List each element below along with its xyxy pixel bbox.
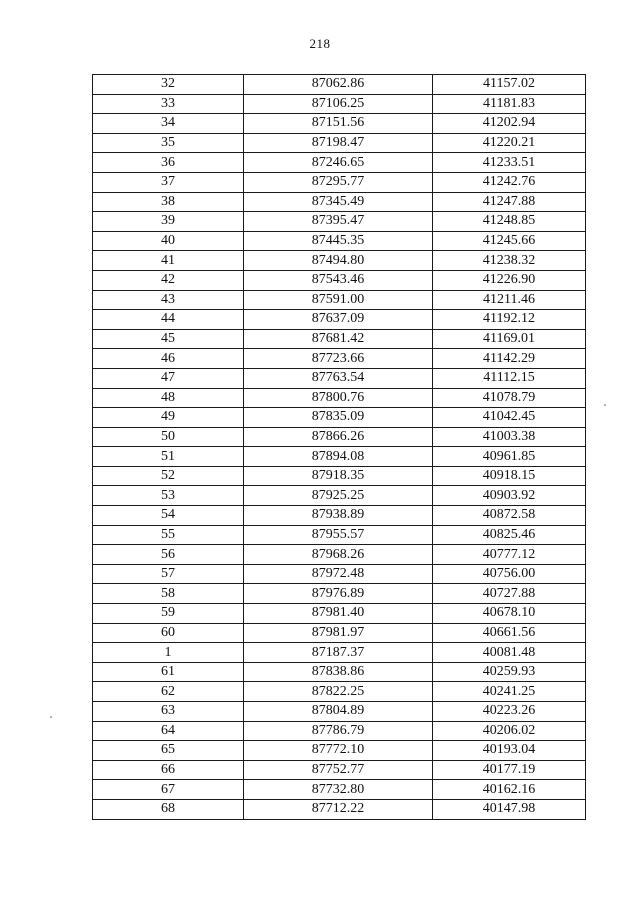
point-number-cell: 33 bbox=[93, 94, 244, 114]
point-number-cell: 32 bbox=[93, 75, 244, 95]
table-row bbox=[93, 349, 586, 369]
table-row bbox=[93, 114, 586, 134]
point-number-cell: 40 bbox=[93, 231, 244, 251]
x-coordinate-cell: 87637.09 bbox=[244, 310, 433, 330]
table-row bbox=[93, 251, 586, 271]
point-number-cell: 43 bbox=[93, 290, 244, 310]
point-number-cell: 58 bbox=[93, 584, 244, 604]
table-row bbox=[93, 545, 586, 565]
x-coordinate-cell: 87938.89 bbox=[244, 506, 433, 526]
table-row bbox=[93, 408, 586, 428]
table-row bbox=[93, 506, 586, 526]
table-row bbox=[93, 231, 586, 251]
x-coordinate-cell: 87712.22 bbox=[244, 799, 433, 819]
table-row bbox=[93, 486, 586, 506]
table-row bbox=[93, 584, 586, 604]
x-coordinate-cell: 87187.37 bbox=[244, 643, 433, 663]
y-coordinate-cell: 41238.32 bbox=[433, 251, 586, 271]
y-coordinate-cell: 41078.79 bbox=[433, 388, 586, 408]
x-coordinate-cell: 87295.77 bbox=[244, 172, 433, 192]
point-number-cell: 55 bbox=[93, 525, 244, 545]
y-coordinate-cell: 41233.51 bbox=[433, 153, 586, 173]
table-row bbox=[93, 682, 586, 702]
x-coordinate-cell: 87345.49 bbox=[244, 192, 433, 212]
point-number-cell: 54 bbox=[93, 506, 244, 526]
table-row bbox=[93, 643, 586, 663]
point-number-cell: 46 bbox=[93, 349, 244, 369]
point-number-cell: 61 bbox=[93, 662, 244, 682]
x-coordinate-cell: 87894.08 bbox=[244, 447, 433, 467]
table-row bbox=[93, 702, 586, 722]
x-coordinate-cell: 87981.40 bbox=[244, 604, 433, 624]
y-coordinate-cell: 41248.85 bbox=[433, 212, 586, 232]
point-number-cell: 1 bbox=[93, 643, 244, 663]
point-number-cell: 64 bbox=[93, 721, 244, 741]
y-coordinate-cell: 40162.16 bbox=[433, 780, 586, 800]
y-coordinate-cell: 40961.85 bbox=[433, 447, 586, 467]
point-number-cell: 49 bbox=[93, 408, 244, 428]
x-coordinate-cell: 87591.00 bbox=[244, 290, 433, 310]
point-number-cell: 36 bbox=[93, 153, 244, 173]
table-row bbox=[93, 760, 586, 780]
point-number-cell: 67 bbox=[93, 780, 244, 800]
y-coordinate-cell: 40223.26 bbox=[433, 702, 586, 722]
x-coordinate-cell: 87804.89 bbox=[244, 702, 433, 722]
table-row bbox=[93, 212, 586, 232]
point-number-cell: 50 bbox=[93, 427, 244, 447]
x-coordinate-cell: 87800.76 bbox=[244, 388, 433, 408]
y-coordinate-cell: 40678.10 bbox=[433, 604, 586, 624]
table-row bbox=[93, 388, 586, 408]
point-number-cell: 68 bbox=[93, 799, 244, 819]
table-row bbox=[93, 623, 586, 643]
table-row bbox=[93, 466, 586, 486]
table-row bbox=[93, 604, 586, 624]
y-coordinate-cell: 41202.94 bbox=[433, 114, 586, 134]
x-coordinate-cell: 87106.25 bbox=[244, 94, 433, 114]
point-number-cell: 45 bbox=[93, 329, 244, 349]
table-row bbox=[93, 662, 586, 682]
y-coordinate-cell: 40727.88 bbox=[433, 584, 586, 604]
point-number-cell: 60 bbox=[93, 623, 244, 643]
y-coordinate-cell: 40177.19 bbox=[433, 760, 586, 780]
table-row bbox=[93, 290, 586, 310]
x-coordinate-cell: 87786.79 bbox=[244, 721, 433, 741]
x-coordinate-cell: 87494.80 bbox=[244, 251, 433, 271]
y-coordinate-cell: 41112.15 bbox=[433, 368, 586, 388]
x-coordinate-cell: 87062.86 bbox=[244, 75, 433, 95]
table-row bbox=[93, 94, 586, 114]
point-number-cell: 51 bbox=[93, 447, 244, 467]
table-row bbox=[93, 329, 586, 349]
x-coordinate-cell: 87866.26 bbox=[244, 427, 433, 447]
y-coordinate-cell: 40259.93 bbox=[433, 662, 586, 682]
x-coordinate-cell: 87981.97 bbox=[244, 623, 433, 643]
x-coordinate-cell: 87681.42 bbox=[244, 329, 433, 349]
scan-speck bbox=[604, 404, 606, 406]
point-number-cell: 42 bbox=[93, 270, 244, 290]
coordinates-table-body bbox=[93, 75, 586, 820]
x-coordinate-cell: 87968.26 bbox=[244, 545, 433, 565]
x-coordinate-cell: 87822.25 bbox=[244, 682, 433, 702]
x-coordinate-cell: 87972.48 bbox=[244, 564, 433, 584]
x-coordinate-cell: 87925.25 bbox=[244, 486, 433, 506]
table-row bbox=[93, 780, 586, 800]
point-number-cell: 44 bbox=[93, 310, 244, 330]
y-coordinate-cell: 41211.46 bbox=[433, 290, 586, 310]
y-coordinate-cell: 40756.00 bbox=[433, 564, 586, 584]
x-coordinate-cell: 87246.65 bbox=[244, 153, 433, 173]
table-row bbox=[93, 270, 586, 290]
table-row bbox=[93, 721, 586, 741]
point-number-cell: 38 bbox=[93, 192, 244, 212]
point-number-cell: 59 bbox=[93, 604, 244, 624]
y-coordinate-cell: 41157.02 bbox=[433, 75, 586, 95]
y-coordinate-cell: 40193.04 bbox=[433, 741, 586, 761]
x-coordinate-cell: 87198.47 bbox=[244, 133, 433, 153]
point-number-cell: 63 bbox=[93, 702, 244, 722]
y-coordinate-cell: 41181.83 bbox=[433, 94, 586, 114]
y-coordinate-cell: 40825.46 bbox=[433, 525, 586, 545]
coordinates-table bbox=[92, 74, 586, 820]
x-coordinate-cell: 87772.10 bbox=[244, 741, 433, 761]
y-coordinate-cell: 41042.45 bbox=[433, 408, 586, 428]
x-coordinate-cell: 87976.89 bbox=[244, 584, 433, 604]
point-number-cell: 66 bbox=[93, 760, 244, 780]
table-row bbox=[93, 310, 586, 330]
x-coordinate-cell: 87838.86 bbox=[244, 662, 433, 682]
y-coordinate-cell: 41220.21 bbox=[433, 133, 586, 153]
point-number-cell: 65 bbox=[93, 741, 244, 761]
point-number-cell: 53 bbox=[93, 486, 244, 506]
x-coordinate-cell: 87918.35 bbox=[244, 466, 433, 486]
x-coordinate-cell: 87752.77 bbox=[244, 760, 433, 780]
y-coordinate-cell: 41142.29 bbox=[433, 349, 586, 369]
point-number-cell: 41 bbox=[93, 251, 244, 271]
table-row bbox=[93, 133, 586, 153]
y-coordinate-cell: 40206.02 bbox=[433, 721, 586, 741]
y-coordinate-cell: 41242.76 bbox=[433, 172, 586, 192]
y-coordinate-cell: 40777.12 bbox=[433, 545, 586, 565]
y-coordinate-cell: 41245.66 bbox=[433, 231, 586, 251]
y-coordinate-cell: 40241.25 bbox=[433, 682, 586, 702]
y-coordinate-cell: 41003.38 bbox=[433, 427, 586, 447]
table-row bbox=[93, 192, 586, 212]
x-coordinate-cell: 87395.47 bbox=[244, 212, 433, 232]
x-coordinate-cell: 87445.35 bbox=[244, 231, 433, 251]
y-coordinate-cell: 41169.01 bbox=[433, 329, 586, 349]
y-coordinate-cell: 40081.48 bbox=[433, 643, 586, 663]
table-row bbox=[93, 525, 586, 545]
point-number-cell: 47 bbox=[93, 368, 244, 388]
point-number-cell: 56 bbox=[93, 545, 244, 565]
y-coordinate-cell: 40661.56 bbox=[433, 623, 586, 643]
y-coordinate-cell: 40147.98 bbox=[433, 799, 586, 819]
table-row bbox=[93, 564, 586, 584]
table-row bbox=[93, 368, 586, 388]
x-coordinate-cell: 87723.66 bbox=[244, 349, 433, 369]
table-row bbox=[93, 799, 586, 819]
y-coordinate-cell: 41247.88 bbox=[433, 192, 586, 212]
table-row bbox=[93, 153, 586, 173]
y-coordinate-cell: 40872.58 bbox=[433, 506, 586, 526]
point-number-cell: 57 bbox=[93, 564, 244, 584]
x-coordinate-cell: 87151.56 bbox=[244, 114, 433, 134]
point-number-cell: 62 bbox=[93, 682, 244, 702]
y-coordinate-cell: 41226.90 bbox=[433, 270, 586, 290]
x-coordinate-cell: 87732.80 bbox=[244, 780, 433, 800]
x-coordinate-cell: 87835.09 bbox=[244, 408, 433, 428]
table-row bbox=[93, 75, 586, 95]
y-coordinate-cell: 40903.92 bbox=[433, 486, 586, 506]
scan-speck bbox=[50, 716, 52, 718]
point-number-cell: 34 bbox=[93, 114, 244, 134]
x-coordinate-cell: 87763.54 bbox=[244, 368, 433, 388]
point-number-cell: 52 bbox=[93, 466, 244, 486]
point-number-cell: 35 bbox=[93, 133, 244, 153]
point-number-cell: 37 bbox=[93, 172, 244, 192]
x-coordinate-cell: 87955.57 bbox=[244, 525, 433, 545]
point-number-cell: 39 bbox=[93, 212, 244, 232]
table-row bbox=[93, 427, 586, 447]
table-row bbox=[93, 447, 586, 467]
y-coordinate-cell: 41192.12 bbox=[433, 310, 586, 330]
table-row bbox=[93, 172, 586, 192]
y-coordinate-cell: 40918.15 bbox=[433, 466, 586, 486]
table-row bbox=[93, 741, 586, 761]
x-coordinate-cell: 87543.46 bbox=[244, 270, 433, 290]
point-number-cell: 48 bbox=[93, 388, 244, 408]
page-number: 218 bbox=[309, 36, 331, 51]
